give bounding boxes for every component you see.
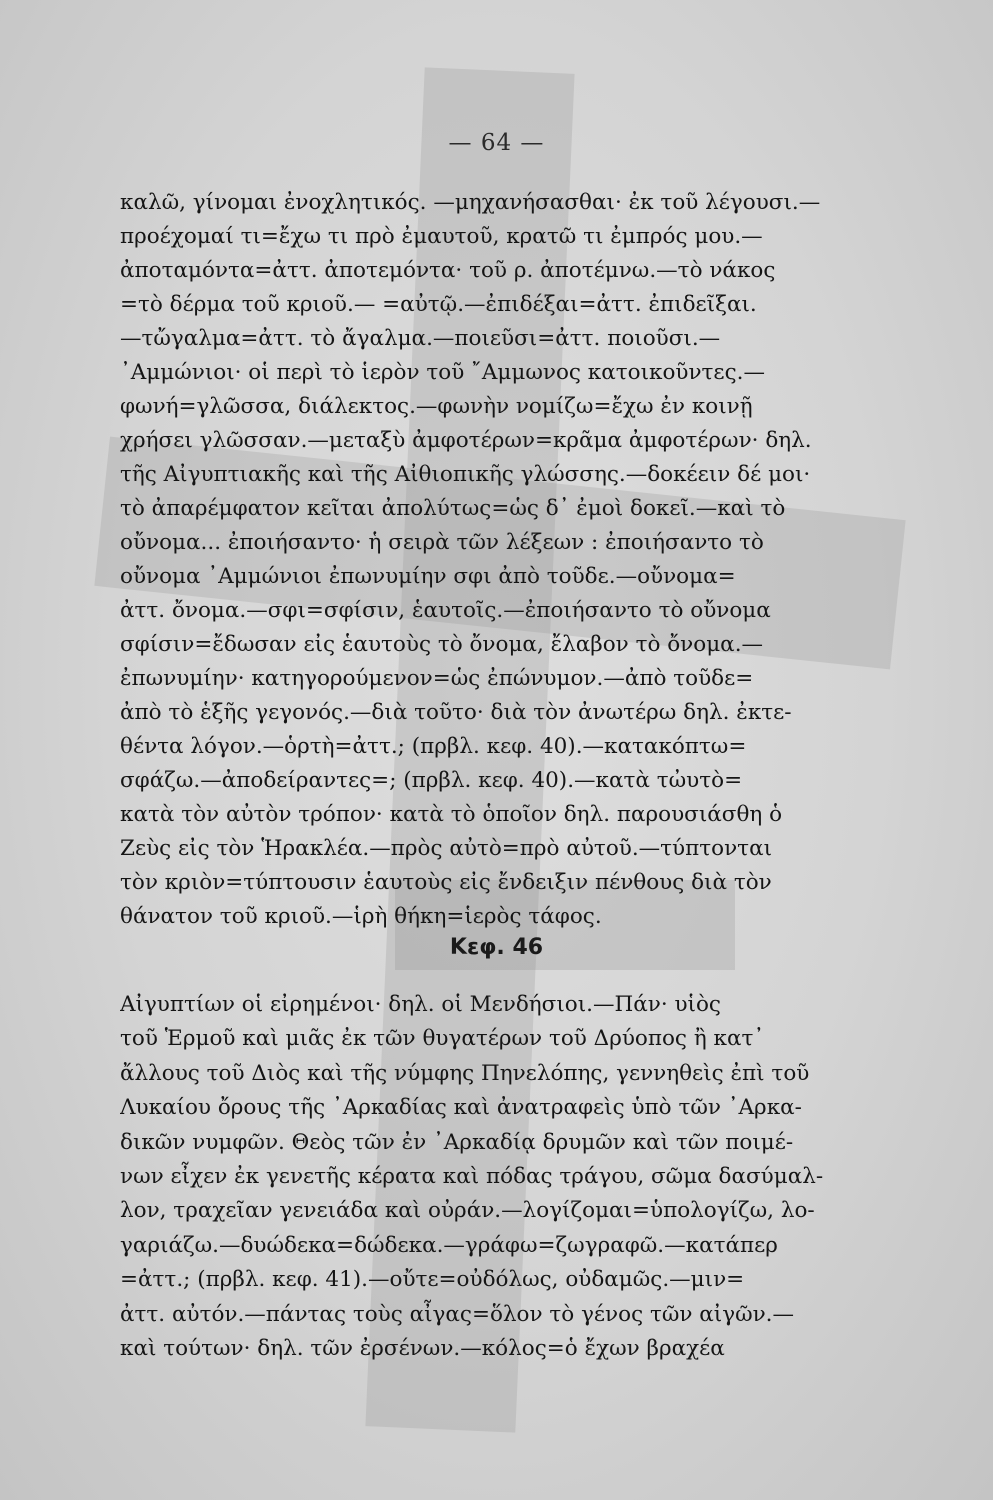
page-number: — 64 — — [448, 130, 545, 156]
text-line: τῆς Αἰγυπτιακῆς καὶ τῆς Αἰθιοπικῆς γλώσσης.—δοκέειν δέ μοι· — [120, 462, 811, 487]
chapter-commentary-block — [120, 988, 950, 1366]
commentary-block — [120, 186, 950, 934]
text-line: νων εἶχεν ἐκ γενετῆς κέρατα καὶ πόδας τράγου, σῶμα δασύμαλ- — [120, 1163, 824, 1189]
text-line: χρήσει γλῶσσαν.—μεταξὺ ἀμφοτέρων=κρᾶμα ἀμφοτέρων· δηλ. — [120, 428, 812, 453]
text-line: ἀττ. ὄνομα.—σφι=σφίσιν, ἑαυτοῖς.—ἐποιήσαντο τὸ οὔνομα — [120, 598, 771, 623]
text-line: τοῦ Ἑρμοῦ καὶ μιᾶς ἐκ τῶν θυγατέρων τοῦ Δρύοπος ἢ κατ᾽ — [120, 1026, 765, 1052]
text-line: λον, τραχεῖαν γενειάδα καὶ οὐράν.—λογίζομαι=ὑπολογίζω, λο- — [120, 1198, 815, 1224]
text-line: προέχομαί τι=ἔχω τι πρὸ ἐμαυτοῦ, κρατῶ τι ἐμπρός μου.— — [120, 224, 763, 249]
text-line: σφάζω.—ἀποδείραντες=; (πρβλ. κεφ. 40).—κατὰ τὠυτὸ= — [120, 768, 743, 793]
text-line: ἀπὸ τὸ ἑξῆς γεγονός.—διὰ τοῦτο· διὰ τὸν ἀνωτέρω δηλ. ἐκτε- — [120, 700, 792, 725]
text-line: τὸν κριὸν=τύπτουσιν ἑαυτοὺς εἰς ἔνδειξιν πένθους διὰ τὸν — [120, 870, 772, 895]
text-line: καλῶ, γίνομαι ἐνοχλητικός. —μηχανήσασθαι· ἐκ τοῦ λέγουσι.— — [120, 190, 821, 215]
text-line: ἀττ. αὐτόν.—πάντας τοὺς αἶγας=ὅλον τὸ γένος τῶν αἰγῶν.— — [120, 1301, 795, 1327]
text-line: οὔνομα ᾽Αμμώνιοι ἐπωνυμίην σφι ἀπὸ τοῦδε.—οὔνομα= — [120, 564, 736, 589]
text-line: φωνή=γλῶσσα, διάλεκτος.—φωνὴν νομίζω=ἔχω ἐν κοινῇ — [120, 394, 753, 419]
text-line: —τὤγαλμα=ἀττ. τὸ ἄγαλμα.—ποιεῦσι=ἀττ. ποιοῦσι.— — [120, 326, 721, 351]
text-line: κατὰ τὸν αὐτὸν τρόπον· κατὰ τὸ ὁποῖον δηλ. παρουσιάσθη ὁ — [120, 802, 783, 827]
text-line: ἐπωνυμίην· κατηγορούμενον=ὡς ἐπώνυμον.—ἀπὸ τοῦδε= — [120, 666, 754, 691]
text-line: θάνατον τοῦ κριοῦ.—ἱρὴ θήκη=ἱερὸς τάφος. — [120, 904, 602, 929]
text-line: ᾽Αμμώνιοι· οἱ περὶ τὸ ἱερὸν τοῦ ῎Αμμωνος κατοικοῦντες.— — [120, 360, 765, 385]
text-line: =τὸ δέρμα τοῦ κριοῦ.— =αὐτῷ.—ἐπιδέξαι=ἀττ. ἐπιδεῖξαι. — [120, 292, 757, 317]
text-line: ἀποταμόντα=ἀττ. ἀποτεμόντα· τοῦ ρ. ἀποτέμνω.—τὸ νάκος — [120, 258, 776, 283]
chapter-heading: Κεφ. 46 — [449, 935, 544, 960]
text-line: ἄλλους τοῦ Διὸς καὶ τῆς νύμφης Πηνελόπης, γεννηθεὶς ἐπὶ τοῦ — [120, 1060, 810, 1086]
text-line: γαριάζω.—δυώδεκα=δώδεκα.—γράφω=ζωγραφῶ.—κατάπερ — [120, 1232, 778, 1258]
text-line: σφίσιν=ἔδωσαν εἰς ἑαυτοὺς τὸ ὄνομα, ἔλαβον τὸ ὄνομα.— — [120, 632, 764, 657]
text-line: θέντα λόγον.—ὁρτὴ=ἀττ.; (πρβλ. κεφ. 40).—κατακόπτω= — [120, 734, 747, 759]
text-line: =ἀττ.; (πρβλ. κεφ. 41).—οὔτε=οὐδόλως, οὐδαμῶς.—μιν= — [120, 1267, 745, 1293]
text-line: τὸ ἀπαρέμφατον κεῖται ἀπολύτως=ὡς δ᾽ ἐμοὶ δοκεῖ.—καὶ τὸ — [120, 496, 786, 521]
text-line: καὶ τούτων· δηλ. τῶν ἐρσένων.—κόλος=ὁ ἔχων βραχέα — [120, 1335, 725, 1361]
text-line: δικῶν νυμφῶν. Θεὸς τῶν ἐν ᾽Αρκαδίᾳ δρυμῶν καὶ τῶν ποιμέ- — [120, 1129, 794, 1155]
text-line: Λυκαίου ὄρους τῆς ᾽Αρκαδίας καὶ ἀνατραφεὶς ὑπὸ τῶν ᾽Αρκα- — [120, 1095, 802, 1121]
text-line: οὔνομα... ἐποιήσαντο· ἡ σειρὰ τῶν λέξεων : ἐποιήσαντο τὸ — [120, 530, 764, 555]
text-line: Αἰγυπτίων οἱ εἰρημένοι· δηλ. οἱ Μενδήσιοι.—Πάν· υἱὸς — [120, 992, 721, 1017]
text-line: Ζεὺς εἰς τὸν Ἡρακλέα.—πρὸς αὐτὸ=πρὸ αὐτοῦ.—τύπτονται — [120, 836, 773, 861]
